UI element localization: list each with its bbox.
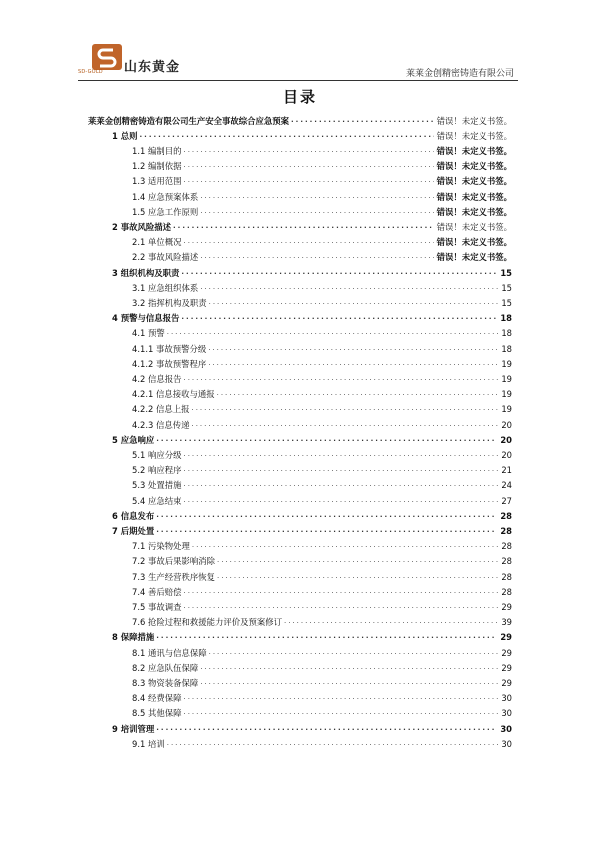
toc-dot-leader bbox=[183, 146, 433, 156]
toc-entry[interactable] bbox=[132, 417, 512, 432]
toc-dot-leader bbox=[156, 526, 497, 536]
toc-entry[interactable] bbox=[132, 493, 512, 508]
toc-entry-page: 错误！未定义书签。 bbox=[436, 130, 512, 141]
toc-entry[interactable] bbox=[132, 326, 512, 341]
toc-dot-leader bbox=[191, 420, 498, 430]
toc-entry-label: 4.1.1 事故预警分级 bbox=[132, 343, 207, 354]
toc-dot-leader bbox=[183, 602, 498, 612]
toc-entry-label: 4.2.2 信息上报 bbox=[132, 404, 190, 415]
toc-entry[interactable] bbox=[132, 675, 512, 690]
toc-entry[interactable] bbox=[112, 523, 512, 538]
toc-dot-leader bbox=[200, 192, 433, 202]
toc-entry-page: 28 bbox=[501, 556, 512, 567]
toc-dot-leader bbox=[291, 116, 434, 126]
toc-entry-page: 30 bbox=[501, 708, 512, 719]
toc-entry[interactable] bbox=[132, 463, 512, 478]
sd-gold-logo-icon bbox=[92, 44, 122, 70]
toc-entry-page: 24 bbox=[501, 480, 512, 491]
toc-entry-label: 7.2 事故后果影响消除 bbox=[132, 556, 215, 567]
toc-entry[interactable] bbox=[132, 341, 512, 356]
toc-entry-page: 错误！未定义书签。 bbox=[436, 191, 512, 202]
toc-dot-leader bbox=[183, 465, 498, 475]
toc-entry-label: 9 培训管理 bbox=[112, 723, 155, 734]
toc-entry-label: 1 总则 bbox=[112, 130, 138, 141]
toc-entry-label: 7.3 生产经营秩序恢复 bbox=[132, 571, 215, 582]
toc-entry[interactable] bbox=[132, 584, 512, 599]
toc-entry-label: 3.1 应急组织体系 bbox=[132, 282, 199, 293]
toc-dot-leader bbox=[217, 572, 498, 582]
toc-entry-page: 18 bbox=[500, 313, 512, 324]
logo-subtext: SD-GOLD bbox=[78, 69, 103, 75]
toc-entry[interactable] bbox=[132, 645, 512, 660]
toc-entry[interactable] bbox=[132, 204, 512, 219]
toc-dot-leader bbox=[200, 283, 498, 293]
toc-entry-page: 错误！未定义书签。 bbox=[436, 206, 512, 217]
toc-entry-page: 错误！未定义书签。 bbox=[436, 161, 512, 172]
toc-dot-leader bbox=[183, 374, 498, 384]
toc-entry-label: 8.1 通讯与信息保障 bbox=[132, 647, 207, 658]
toc-entry[interactable] bbox=[132, 599, 512, 614]
toc-entry-label: 5.2 响应程序 bbox=[132, 465, 182, 476]
toc-entry[interactable] bbox=[132, 159, 512, 174]
toc-entry-label: 2 事故风险描述 bbox=[112, 221, 171, 232]
toc-entry-page: 18 bbox=[501, 328, 512, 339]
toc-entry-label: 7.6 抢险过程和救援能力评价及预案修订 bbox=[132, 617, 282, 628]
toc-dot-leader bbox=[183, 693, 498, 703]
toc-entry[interactable] bbox=[132, 554, 512, 569]
toc-entry[interactable] bbox=[132, 539, 512, 554]
toc-entry[interactable] bbox=[112, 128, 512, 143]
toc-entry-page: 15 bbox=[501, 282, 512, 293]
toc-entry-page: 30 bbox=[500, 723, 512, 734]
toc-entry-label: 2.1 单位概况 bbox=[132, 237, 182, 248]
toc-dot-leader bbox=[183, 450, 498, 460]
toc-entry[interactable] bbox=[132, 736, 512, 751]
toc-entry-label: 8.3 物资装备保障 bbox=[132, 677, 199, 688]
toc-entry-page: 15 bbox=[501, 297, 512, 308]
toc-entry-label: 4.2 信息报告 bbox=[132, 373, 182, 384]
toc-entry-label: 6 信息发布 bbox=[112, 510, 155, 521]
toc-entry[interactable] bbox=[132, 371, 512, 386]
toc-entry[interactable] bbox=[132, 250, 512, 265]
toc-entry-page: 28 bbox=[501, 571, 512, 582]
toc-entry-label: 5.1 响应分级 bbox=[132, 449, 182, 460]
toc-entry[interactable] bbox=[132, 174, 512, 189]
toc-dot-leader bbox=[156, 435, 497, 445]
toc-dot-leader bbox=[183, 496, 498, 506]
toc-entry-label: 5.4 应急结束 bbox=[132, 495, 182, 506]
toc-entry[interactable] bbox=[132, 189, 512, 204]
toc-entry-page: 20 bbox=[500, 434, 512, 445]
toc-dot-leader bbox=[209, 298, 499, 308]
company-name: 莱莱金创精密铸造有限公司 bbox=[405, 69, 514, 79]
toc-entry-page: 21 bbox=[501, 465, 512, 476]
toc-entry-page: 28 bbox=[500, 525, 512, 536]
toc-entry[interactable] bbox=[132, 660, 512, 675]
toc-entry-label: 莱莱金创精密铸造有限公司生产安全事故综合应急预案 bbox=[88, 115, 289, 126]
toc-dot-leader bbox=[156, 511, 497, 521]
toc-dot-leader bbox=[167, 328, 499, 338]
toc-entry[interactable] bbox=[112, 721, 512, 736]
toc-entry[interactable] bbox=[132, 280, 512, 295]
toc-entry[interactable] bbox=[132, 295, 512, 310]
toc-entry-label: 8.4 经费保障 bbox=[132, 693, 182, 704]
toc-entry[interactable] bbox=[112, 265, 512, 280]
toc-entry-label: 1.1 编制目的 bbox=[132, 145, 182, 156]
toc-entry-page: 错误！未定义书签。 bbox=[436, 221, 512, 232]
toc-entry-page: 15 bbox=[500, 267, 512, 278]
toc-entry-page: 错误！未定义书签。 bbox=[436, 237, 512, 248]
toc-entry[interactable] bbox=[132, 235, 512, 250]
toc-dot-leader bbox=[183, 587, 498, 597]
toc-entry-page: 30 bbox=[501, 693, 512, 704]
toc-entry-label: 4.1.2 事故预警程序 bbox=[132, 358, 207, 369]
toc-entry-page: 19 bbox=[501, 358, 512, 369]
toc-entry-label: 7 后期处置 bbox=[112, 525, 155, 536]
toc-entry-label: 3.2 指挥机构及职责 bbox=[132, 297, 207, 308]
toc-entry-label: 8.2 应急队伍保障 bbox=[132, 662, 199, 673]
toc-entry-page: 19 bbox=[501, 389, 512, 400]
toc-entry-label: 8.5 其他保障 bbox=[132, 708, 182, 719]
toc-dot-leader bbox=[208, 344, 498, 354]
toc-entry-label: 7.5 事故调查 bbox=[132, 601, 182, 612]
toc-dot-leader bbox=[200, 663, 498, 673]
toc-entry-label: 1.2 编制依据 bbox=[132, 161, 182, 172]
toc-entry[interactable] bbox=[132, 356, 512, 371]
toc-entry-page: 29 bbox=[501, 647, 512, 658]
toc-entry[interactable] bbox=[132, 615, 512, 630]
toc-entry[interactable] bbox=[132, 478, 512, 493]
toc-entry-label: 2.2 事故风险描述 bbox=[132, 252, 199, 263]
toc-dot-leader bbox=[183, 480, 498, 490]
toc-entry-label: 1.4 应急预案体系 bbox=[132, 191, 199, 202]
toc-entry-page: 39 bbox=[501, 617, 512, 628]
toc-dot-leader bbox=[192, 541, 498, 551]
toc-dot-leader bbox=[181, 313, 497, 323]
toc-dot-leader bbox=[167, 739, 499, 749]
toc-entry-label: 3 组织机构及职责 bbox=[112, 267, 180, 278]
toc-entry[interactable] bbox=[132, 706, 512, 721]
toc-dot-leader bbox=[183, 161, 433, 171]
toc-dot-leader bbox=[156, 632, 497, 642]
toc-dot-leader bbox=[209, 648, 499, 658]
toc-entry-label: 1.5 应急工作原则 bbox=[132, 206, 199, 217]
toc-dot-leader bbox=[183, 708, 498, 718]
toc-entry-label: 4 预警与信息报告 bbox=[112, 313, 180, 324]
toc-entry-page: 30 bbox=[501, 738, 512, 749]
toc-dot-leader bbox=[173, 222, 434, 232]
toc-dot-leader bbox=[200, 252, 433, 262]
toc-entry[interactable] bbox=[112, 432, 512, 447]
toc-dot-leader bbox=[140, 131, 434, 141]
toc-entry-page: 错误！未定义书签。 bbox=[436, 145, 512, 156]
brand-name: 山东黄金 bbox=[124, 60, 181, 75]
toc-entry-page: 错误！未定义书签。 bbox=[436, 252, 512, 263]
toc-entry-label: 5 应急响应 bbox=[112, 434, 155, 445]
toc-entry-page: 28 bbox=[501, 541, 512, 552]
toc-entry-page: 28 bbox=[501, 586, 512, 597]
toc-entry-page: 29 bbox=[500, 632, 512, 643]
toc-entry[interactable] bbox=[112, 630, 512, 645]
toc-entry-label: 1.3 适用范围 bbox=[132, 176, 182, 187]
toc-entry-page: 18 bbox=[501, 343, 512, 354]
toc-entry[interactable] bbox=[132, 447, 512, 462]
toc-entry-page: 20 bbox=[501, 419, 512, 430]
toc-entry[interactable] bbox=[88, 113, 512, 128]
toc-dot-leader bbox=[217, 556, 498, 566]
page-title: 目录 bbox=[282, 88, 317, 106]
toc-dot-leader bbox=[183, 176, 433, 186]
toc-entry-label: 5.3 处置措施 bbox=[132, 480, 182, 491]
toc-entry-label: 4.2.3 信息传递 bbox=[132, 419, 190, 430]
toc-entry-page: 19 bbox=[501, 373, 512, 384]
toc-entry-label: 7.4 善后赔偿 bbox=[132, 586, 182, 597]
toc-entry-label: 4.1 预警 bbox=[132, 328, 165, 339]
toc-dot-leader bbox=[191, 404, 498, 414]
toc-entry-label: 7.1 污染物处理 bbox=[132, 541, 190, 552]
toc-dot-leader bbox=[217, 389, 499, 399]
toc-entry[interactable] bbox=[112, 311, 512, 326]
toc-entry[interactable] bbox=[132, 143, 512, 158]
toc-dot-leader bbox=[284, 617, 498, 627]
toc-dot-leader bbox=[200, 678, 498, 688]
toc-entry-page: 28 bbox=[500, 510, 512, 521]
toc-entry-page: 29 bbox=[501, 662, 512, 673]
toc-entry-label: 8 保障措施 bbox=[112, 632, 155, 643]
toc-dot-leader bbox=[200, 207, 433, 217]
toc-entry-page: 错误！未定义书签。 bbox=[436, 115, 512, 126]
toc-entry-page: 27 bbox=[501, 495, 512, 506]
toc-entry[interactable] bbox=[132, 402, 512, 417]
toc-dot-leader bbox=[181, 268, 497, 278]
toc-entry-page: 错误！未定义书签。 bbox=[436, 176, 512, 187]
toc-entry-page: 29 bbox=[501, 601, 512, 612]
toc-entry-page: 29 bbox=[501, 677, 512, 688]
toc-entry[interactable] bbox=[132, 387, 512, 402]
toc-dot-leader bbox=[156, 724, 497, 734]
toc-entry-label: 4.2.1 信息接收与通报 bbox=[132, 389, 215, 400]
toc-entry-page: 19 bbox=[501, 404, 512, 415]
page-header bbox=[78, 44, 518, 81]
toc-entry[interactable] bbox=[112, 508, 512, 523]
toc-entry[interactable] bbox=[112, 219, 512, 234]
toc-entry-page: 20 bbox=[501, 449, 512, 460]
toc-entry-label: 9.1 培训 bbox=[132, 738, 165, 749]
toc-entry[interactable] bbox=[132, 569, 512, 584]
toc-dot-leader bbox=[183, 237, 433, 247]
toc-dot-leader bbox=[208, 359, 498, 369]
toc-entry[interactable] bbox=[132, 691, 512, 706]
